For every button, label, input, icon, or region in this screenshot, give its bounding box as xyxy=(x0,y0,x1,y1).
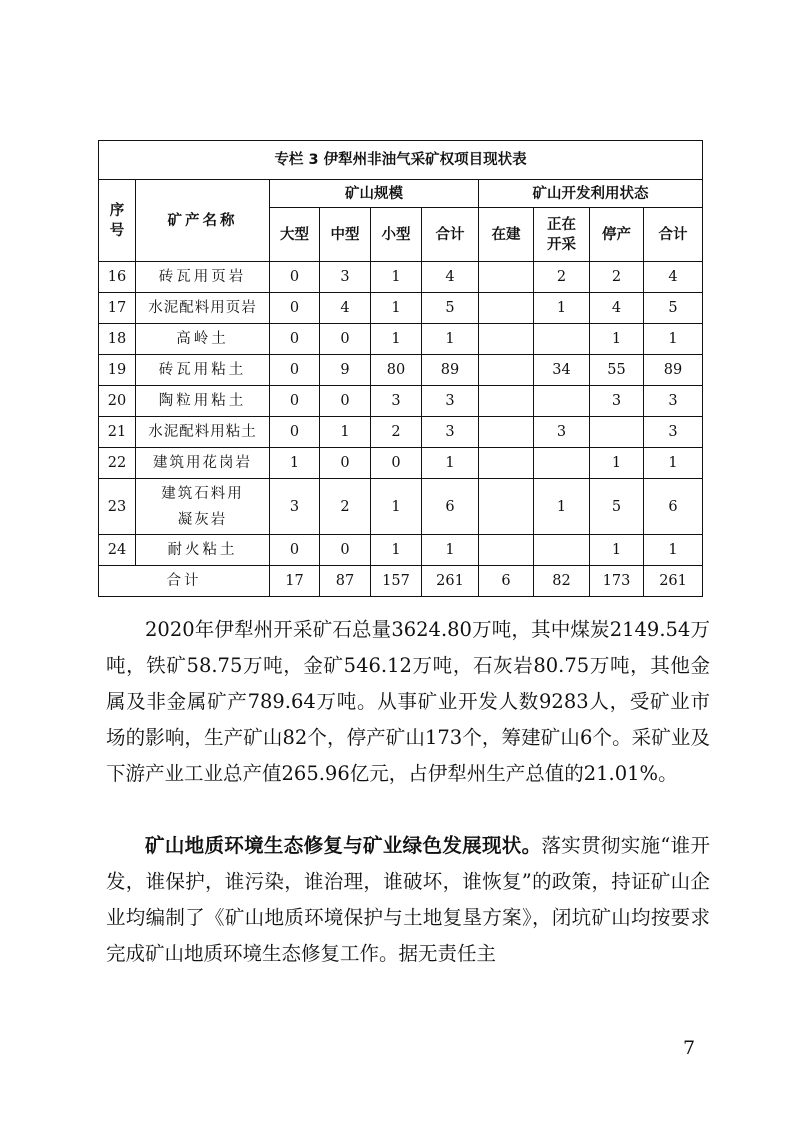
cell-medium: 0 xyxy=(320,535,371,566)
cell-medium: 9 xyxy=(320,355,371,386)
table-row xyxy=(99,293,703,324)
cell-status-total: 3 xyxy=(644,386,703,417)
table-total-row xyxy=(99,566,703,597)
cell-mining xyxy=(534,324,590,355)
cell-small: 80 xyxy=(371,355,422,386)
cell-status-total: 3 xyxy=(644,417,703,448)
cell-medium: 4 xyxy=(320,293,371,324)
paragraph-environment-body: 落实贯彻实施“谁开发，谁保护，谁污染，谁治理，谁破坏，谁恢复”的政策，持证矿山企业均编制了《矿山地质环境保护与土地复垦方案》，闭坑矿山均按要求完成矿山地质环境生态修复工作。据无责任主 xyxy=(106,834,710,965)
page-number: 7 xyxy=(683,1037,696,1059)
cell-medium: 0 xyxy=(320,386,371,417)
cell-name: 砖瓦用页岩 xyxy=(136,262,270,293)
cell-status-total: 89 xyxy=(644,355,703,386)
cell-status-total: 1 xyxy=(644,535,703,566)
paragraph-production-stats: 2020年伊犁州开采矿石总量3624.80万吨，其中煤炭2149.54万吨，铁矿58.75万吨，金矿546.12万吨，石灰岩80.75万吨，其他金属及非金属矿产789.64万吨。从事矿业开发人数9283人，受矿业市场的影响，生产矿山82个，停产矿山173个，筹建矿山6个。采矿业及下游产业工业总产值265.96亿元，占伊犁州生产总值的21.01%。 xyxy=(106,618,710,785)
cell-stopped: 2 xyxy=(590,262,644,293)
cell-large: 0 xyxy=(270,417,320,448)
cell-scale-total: 5 xyxy=(422,293,479,324)
cell-mining: 2 xyxy=(534,262,590,293)
header-mining xyxy=(534,208,590,262)
cell-mining xyxy=(534,386,590,417)
header-status-group: 矿山开发利用状态 xyxy=(479,180,703,208)
cell-small: 1 xyxy=(371,479,422,535)
cell-scale-total: 1 xyxy=(422,535,479,566)
cell-stopped: 1 xyxy=(590,535,644,566)
cell-small: 0 xyxy=(371,448,422,479)
paragraph-environment-heading: 矿山地质环境生态修复与矿业绿色发展现状。 xyxy=(145,834,542,857)
cell-large: 1 xyxy=(270,448,320,479)
header-scale-total: 合计 xyxy=(422,208,479,262)
header-medium: 中型 xyxy=(320,208,371,262)
table-row xyxy=(99,479,703,535)
total-large: 17 xyxy=(270,566,320,597)
cell-scale-total: 6 xyxy=(422,479,479,535)
table-row xyxy=(99,535,703,566)
cell-large: 0 xyxy=(270,355,320,386)
cell-building xyxy=(479,324,534,355)
cell-seq: 16 xyxy=(99,262,136,293)
header-seq xyxy=(99,180,136,262)
cell-large: 3 xyxy=(270,479,320,535)
cell-mining xyxy=(534,448,590,479)
cell-seq: 19 xyxy=(99,355,136,386)
header-stopped: 停产 xyxy=(590,208,644,262)
cell-building xyxy=(479,535,534,566)
cell-small: 3 xyxy=(371,386,422,417)
cell-medium: 1 xyxy=(320,417,371,448)
cell-scale-total: 4 xyxy=(422,262,479,293)
cell-seq: 18 xyxy=(99,324,136,355)
cell-stopped: 1 xyxy=(590,448,644,479)
cell-building xyxy=(479,355,534,386)
cell-status-total: 1 xyxy=(644,448,703,479)
cell-scale-total: 3 xyxy=(422,417,479,448)
cell-medium: 3 xyxy=(320,262,371,293)
cell-scale-total: 1 xyxy=(422,448,479,479)
mining-rights-table xyxy=(98,140,703,597)
cell-building xyxy=(479,417,534,448)
cell-building xyxy=(479,386,534,417)
cell-status-total: 4 xyxy=(644,262,703,293)
cell-name xyxy=(136,479,270,535)
cell-stopped: 4 xyxy=(590,293,644,324)
cell-large: 0 xyxy=(270,262,320,293)
cell-stopped: 3 xyxy=(590,386,644,417)
cell-name: 水泥配料用页岩 xyxy=(136,293,270,324)
cell-mining: 34 xyxy=(534,355,590,386)
cell-mining xyxy=(534,535,590,566)
cell-status-total: 6 xyxy=(644,479,703,535)
cell-small: 1 xyxy=(371,324,422,355)
total-mining: 82 xyxy=(534,566,590,597)
table-row xyxy=(99,417,703,448)
cell-name: 高岭土 xyxy=(136,324,270,355)
total-building: 6 xyxy=(479,566,534,597)
cell-large: 0 xyxy=(270,386,320,417)
cell-seq: 24 xyxy=(99,535,136,566)
cell-building xyxy=(479,262,534,293)
cell-seq: 22 xyxy=(99,448,136,479)
cell-building xyxy=(479,293,534,324)
cell-building xyxy=(479,448,534,479)
total-small: 157 xyxy=(371,566,422,597)
total-medium: 87 xyxy=(320,566,371,597)
cell-small: 2 xyxy=(371,417,422,448)
cell-name-line1: 建筑石料用 xyxy=(161,485,244,502)
cell-seq: 20 xyxy=(99,386,136,417)
header-building: 在建 xyxy=(479,208,534,262)
table-row xyxy=(99,355,703,386)
cell-medium: 2 xyxy=(320,479,371,535)
table-row xyxy=(99,386,703,417)
header-mineral-name: 矿产名称 xyxy=(136,180,270,262)
cell-scale-total: 1 xyxy=(422,324,479,355)
table-row xyxy=(99,262,703,293)
cell-mining: 1 xyxy=(534,479,590,535)
cell-large: 0 xyxy=(270,324,320,355)
cell-status-total: 1 xyxy=(644,324,703,355)
paragraph-environment xyxy=(106,828,710,972)
cell-small: 1 xyxy=(371,535,422,566)
table-title: 专栏 3 伊犁州非油气采矿权项目现状表 xyxy=(99,141,703,180)
cell-building xyxy=(479,479,534,535)
cell-stopped: 5 xyxy=(590,479,644,535)
cell-seq: 21 xyxy=(99,417,136,448)
cell-stopped xyxy=(590,417,644,448)
cell-medium: 0 xyxy=(320,324,371,355)
cell-mining: 3 xyxy=(534,417,590,448)
cell-mining: 1 xyxy=(534,293,590,324)
cell-stopped: 1 xyxy=(590,324,644,355)
cell-scale-total: 3 xyxy=(422,386,479,417)
cell-name-line2: 凝灰岩 xyxy=(177,511,228,528)
header-mining-line1: 正在 xyxy=(547,216,576,233)
cell-name: 砖瓦用粘土 xyxy=(136,355,270,386)
total-label: 合计 xyxy=(99,566,270,597)
cell-name: 建筑用花岗岩 xyxy=(136,448,270,479)
table-row xyxy=(99,448,703,479)
header-seq-line2: 号 xyxy=(109,222,125,239)
cell-stopped: 55 xyxy=(590,355,644,386)
total-scale-total: 261 xyxy=(422,566,479,597)
cell-name: 耐火粘土 xyxy=(136,535,270,566)
total-status-total: 261 xyxy=(644,566,703,597)
header-scale-group: 矿山规模 xyxy=(270,180,479,208)
cell-seq: 23 xyxy=(99,479,136,535)
header-large: 大型 xyxy=(270,208,320,262)
cell-medium: 0 xyxy=(320,448,371,479)
cell-name: 陶粒用粘土 xyxy=(136,386,270,417)
cell-scale-total: 89 xyxy=(422,355,479,386)
cell-small: 1 xyxy=(371,293,422,324)
cell-seq: 17 xyxy=(99,293,136,324)
table-row xyxy=(99,324,703,355)
cell-status-total: 5 xyxy=(644,293,703,324)
cell-large: 0 xyxy=(270,535,320,566)
header-small: 小型 xyxy=(371,208,422,262)
header-mining-line2: 开采 xyxy=(547,236,576,253)
total-stopped: 173 xyxy=(590,566,644,597)
header-status-total: 合计 xyxy=(644,208,703,262)
cell-small: 1 xyxy=(371,262,422,293)
cell-large: 0 xyxy=(270,293,320,324)
cell-name: 水泥配料用粘土 xyxy=(136,417,270,448)
header-seq-line1: 序 xyxy=(109,202,125,219)
